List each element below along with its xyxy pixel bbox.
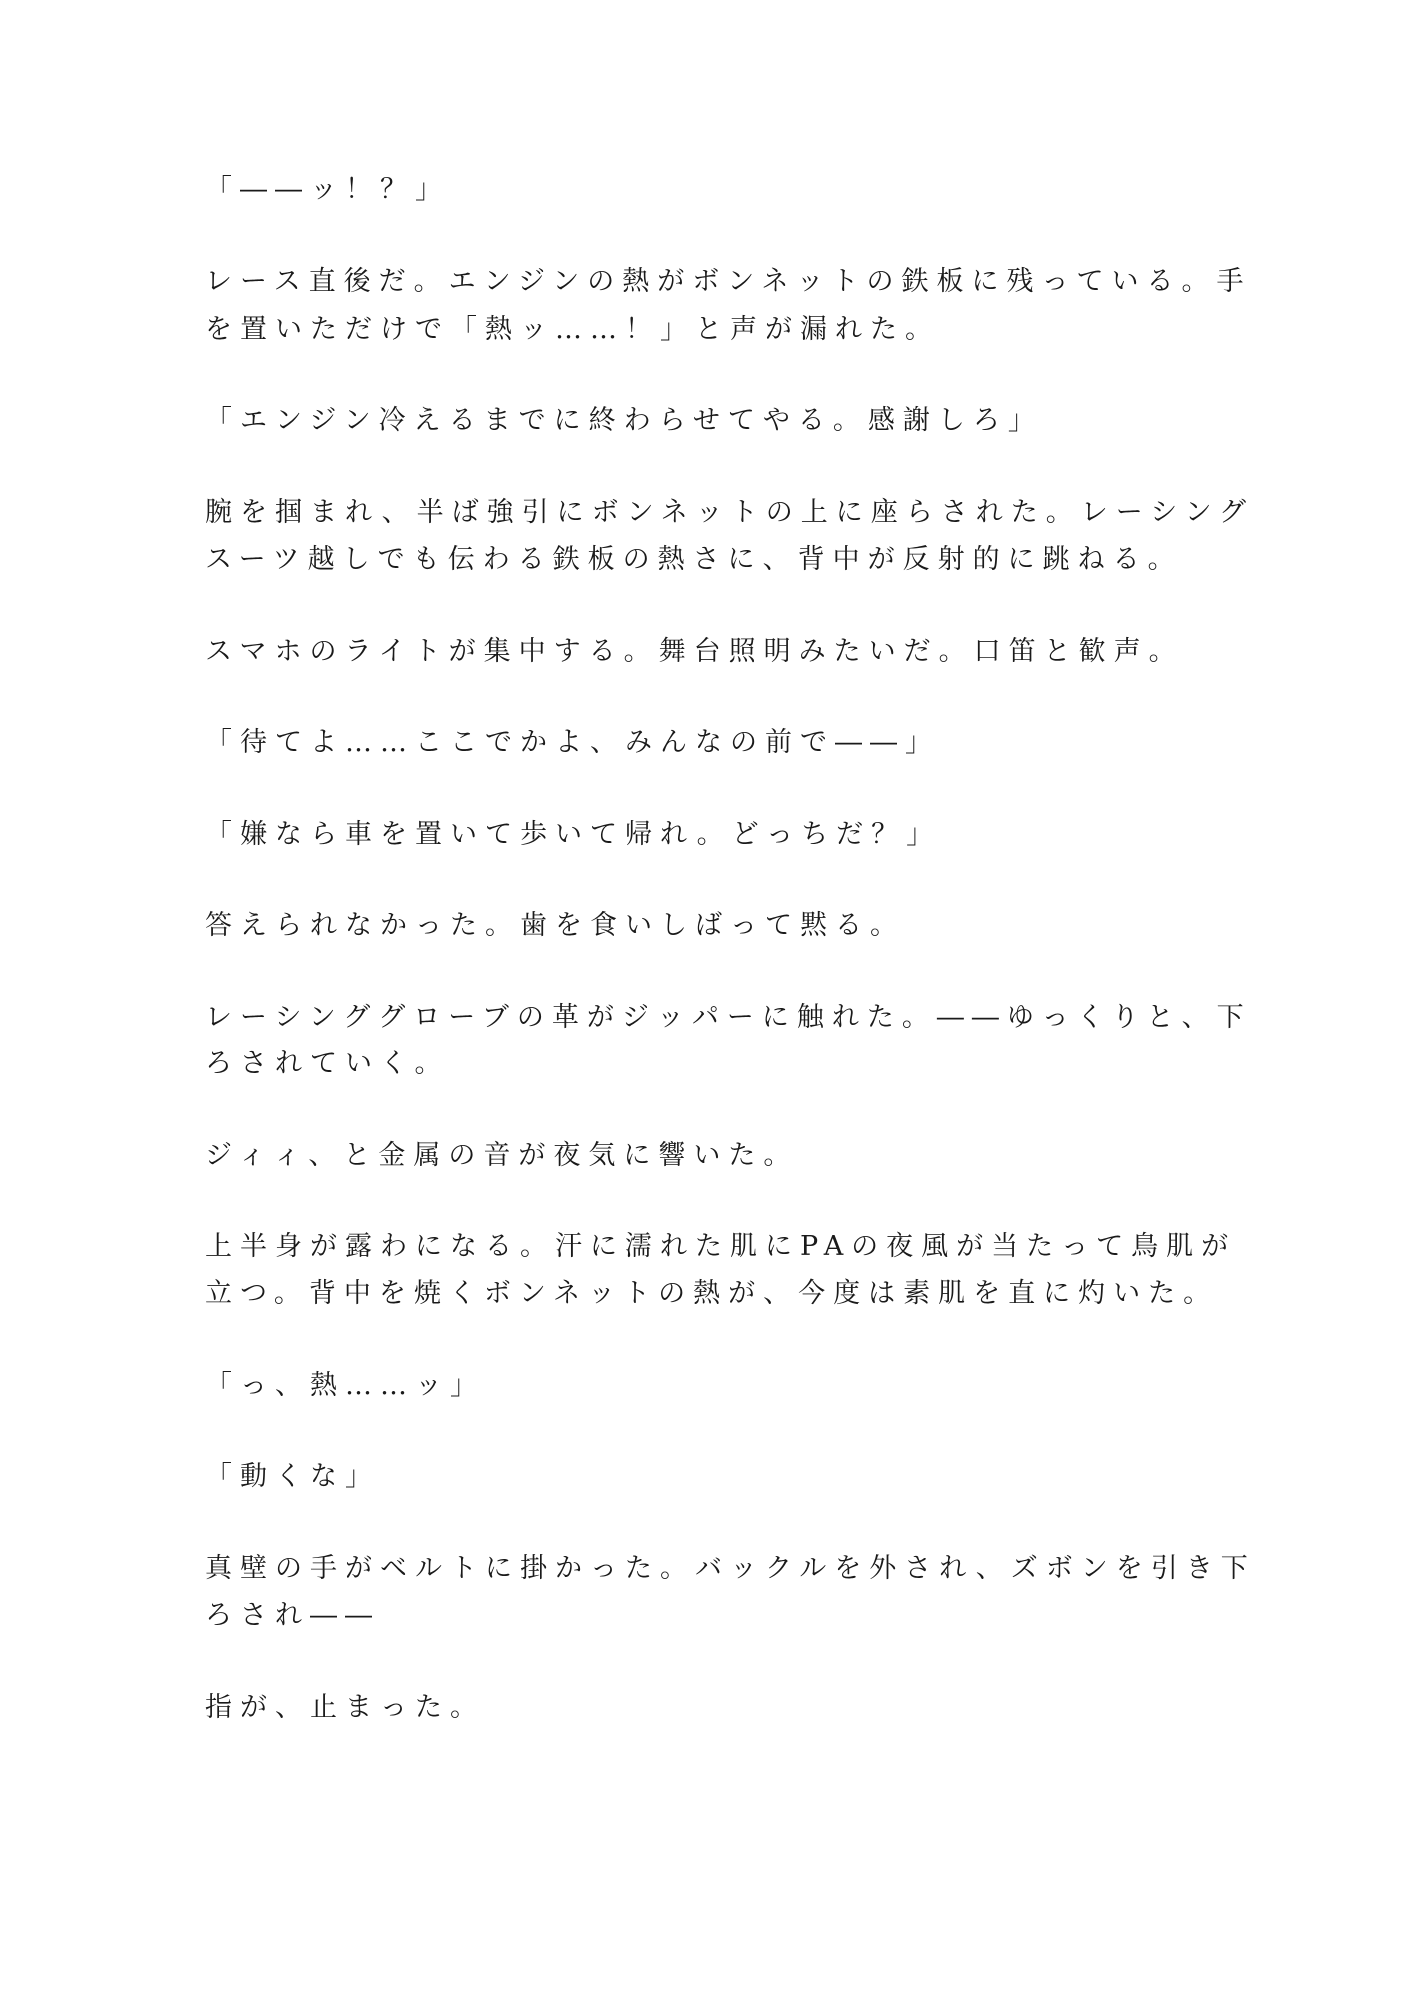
text-line-20: 指が、止まった。 bbox=[205, 1692, 485, 1723]
text-line-5: 腕を掴まれ、半ば強引にボンネットの上に座らされた。レーシング bbox=[205, 497, 1255, 528]
text-line-16: 「っ、熱……ッ」 bbox=[205, 1370, 485, 1401]
text-line-11: レーシンググローブの革がジッパーに触れた。――ゆっくりと、下 bbox=[205, 1002, 1252, 1033]
text-line-4: 「エンジン冷えるまでに終わらせてやる。感謝しろ」 bbox=[205, 405, 1043, 436]
text-line-7: スマホのライトが集中する。舞台照明みたいだ。口笛と歓声。 bbox=[205, 636, 1184, 667]
text-line-15: 立つ。背中を焼くボンネットの熱が、今度は素肌を直に灼いた。 bbox=[205, 1278, 1219, 1309]
text-line-13: ジィィ、と金属の音が夜気に響いた。 bbox=[205, 1140, 799, 1171]
text-line-10: 答えられなかった。歯を食いしばって黙る。 bbox=[205, 910, 905, 941]
text-line-17: 「動くな」 bbox=[205, 1461, 380, 1492]
text-line-9: 「嫌なら車を置いて歩いて帰れ。どっちだ？」 bbox=[205, 819, 942, 850]
text-line-12: ろされていく。 bbox=[205, 1048, 450, 1079]
text-line-1: 「――ッ！？」 bbox=[205, 174, 450, 205]
text-line-19: ろされ―― bbox=[205, 1600, 380, 1631]
text-line-8: 「待てよ……ここでかよ、みんなの前で――」 bbox=[205, 727, 940, 758]
document-page bbox=[205, 0, 1256, 2000]
text-line-18: 真壁の手がベルトに掛かった。バックルを外され、ズボンを引き下 bbox=[205, 1553, 1256, 1584]
text-line-6: スーツ越しでも伝わる鉄板の熱さに、背中が反射的に跳ねる。 bbox=[205, 544, 1183, 575]
text-line-14: 上半身が露わになる。汗に濡れた肌にPAの夜風が当たって鳥肌が bbox=[205, 1231, 1237, 1262]
text-line-3: を置いただけで「熱ッ……！」と声が漏れた。 bbox=[205, 314, 940, 345]
text-line-2: レース直後だ。エンジンの熱がボンネットの鉄板に残っている。手 bbox=[205, 266, 1252, 297]
